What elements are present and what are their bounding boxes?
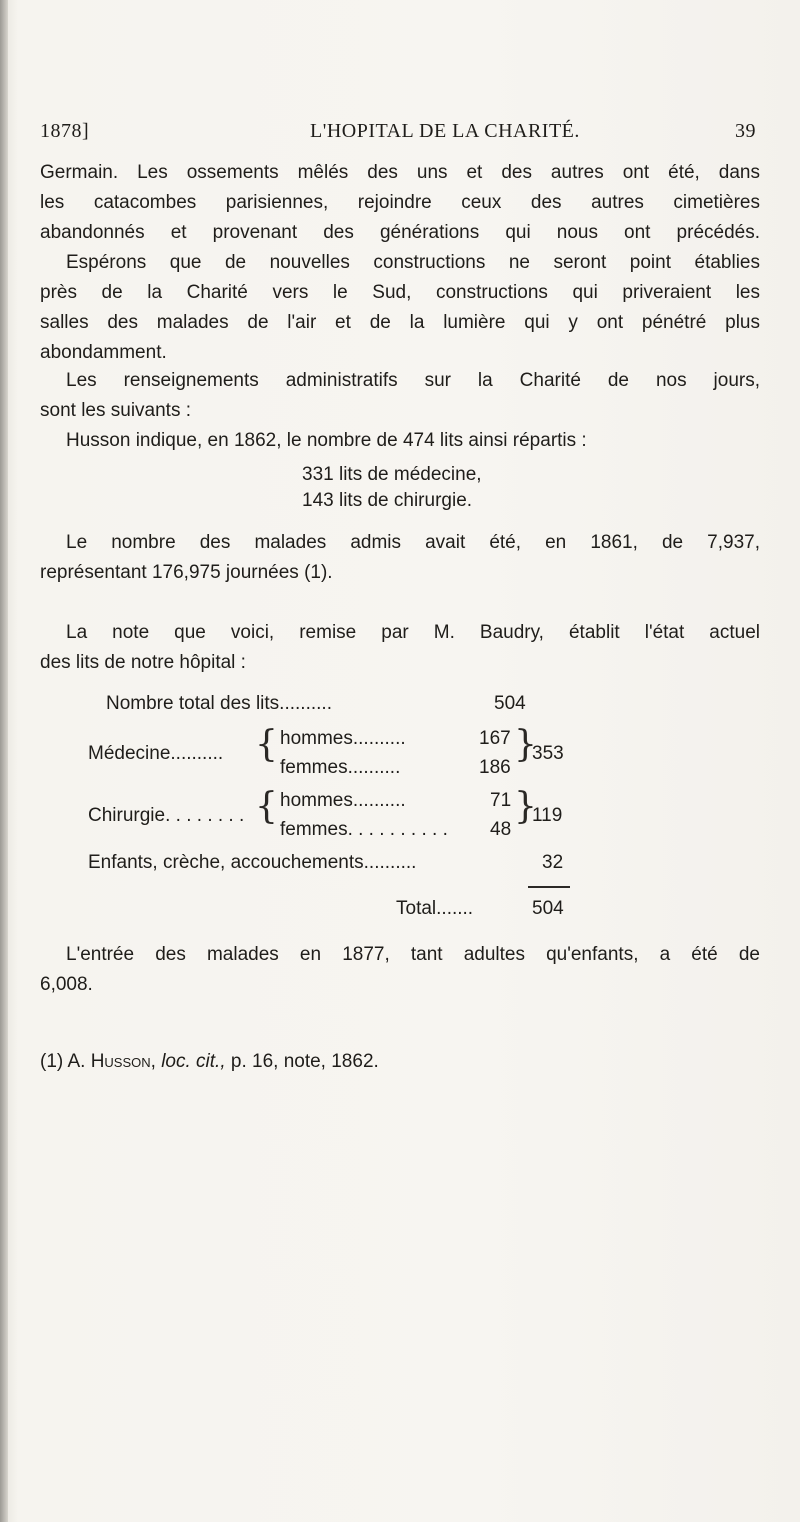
header-year: 1878] [40, 120, 90, 142]
chirurgie-subtotal: 119 [532, 805, 563, 826]
medecine-femmes-label: femmes.......... [280, 757, 401, 778]
sum-rule [528, 886, 570, 888]
total-lits-label: Nombre total des lits.......... [106, 693, 332, 714]
footnote [40, 1051, 379, 1073]
footnote-author: Husson, [90, 1051, 156, 1072]
lits-medecine: 331 lits de médecine, [302, 464, 482, 485]
book-spine-shadow [0, 0, 8, 1522]
paragraph-entree-1877: L'entrée des malades en 1877, tant adultes qu'enfants, a été de 6,008. [40, 944, 760, 995]
paragraph-renseignements: Les renseignements administratifs sur la Charité de nos jours, sont les suivants : [40, 370, 760, 421]
medecine-right-brace: } [514, 724, 537, 765]
chirurgie-hommes-value: 71 [490, 790, 512, 811]
running-header [40, 120, 756, 150]
medecine-hommes-label: hommes.......... [280, 728, 406, 749]
chirurgie-right-brace: } [514, 786, 537, 827]
paragraph-malades-1861: Le nombre des malades admis avait été, en 1861, de 7,937, représentant 176,975 journées (1). [40, 532, 760, 583]
enfants-value: 32 [542, 852, 564, 873]
chirurgie-left-brace: { [255, 786, 278, 827]
enfants-label: Enfants, crèche, accouchements.......... [88, 852, 417, 873]
medecine-hommes-value: 167 [479, 728, 511, 749]
chirurgie-hommes-label: hommes.......... [280, 790, 406, 811]
sum-value: 504 [532, 898, 564, 919]
paragraph-constructions: Espérons que de nouvelles constructions ne seront point établies près de la Charité vers le Sud, constructions qui priveraient les salles des malades de l'air et de la lumière qui y ont pénétré plus abondamment. [40, 252, 760, 363]
paragraph-catacombes: Germain. Les ossements mêlés des uns et des autres ont été, dans les catacombes parisiennes, rejoindre ceux des autres cimetières abandonnés et provenant des générations qui nous ont précédés. [40, 162, 760, 243]
footnote-ref: loc. cit., [161, 1051, 226, 1072]
footnote-rest: p. 16, note, 1862. [230, 1051, 379, 1072]
sum-label: Total....... [396, 898, 474, 919]
lits-list [302, 462, 482, 514]
paragraph-husson: Husson indique, en 1862, le nombre de 474 lits ainsi répartis : [66, 430, 587, 451]
chirurgie-label: Chirurgie. . . . . . . . [88, 805, 245, 826]
medecine-left-brace: { [255, 724, 278, 765]
medecine-femmes-value: 186 [479, 757, 511, 778]
footnote-marker: (1) A. [40, 1051, 86, 1072]
chirurgie-femmes-value: 48 [490, 819, 512, 840]
header-title: L'HOPITAL DE LA CHARITÉ. [310, 120, 580, 142]
medecine-label: Médecine.......... [88, 743, 224, 764]
chirurgie-femmes-label: femmes. . . . . . . . . . [280, 819, 448, 840]
total-lits-value: 504 [494, 693, 526, 714]
medecine-subtotal: 353 [532, 743, 564, 764]
page-number: 39 [735, 120, 756, 142]
lits-chirurgie: 143 lits de chirurgie. [302, 490, 473, 511]
paragraph-note-baudry: La note que voici, remise par M. Baudry, établit l'état actuel des lits de notre hôpital : [40, 622, 760, 673]
